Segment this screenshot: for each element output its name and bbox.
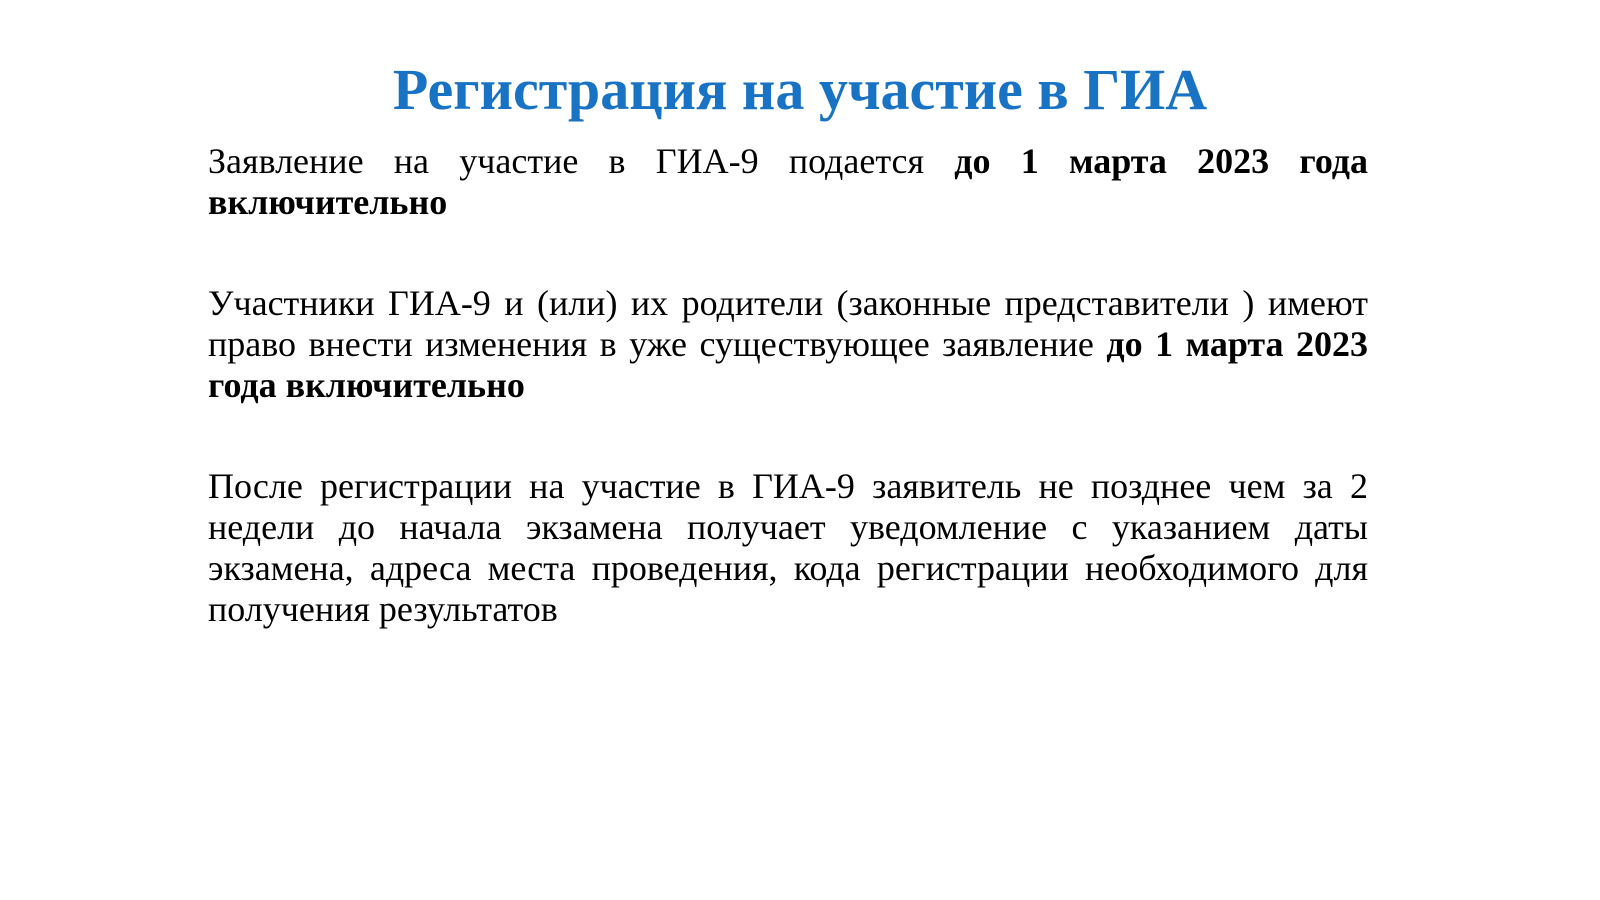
deadline-emphasis: до 1 марта 2023 года включительно bbox=[208, 141, 1368, 222]
deadline-emphasis: до 1 марта 2023 года включительно bbox=[208, 324, 1369, 405]
paragraph-text: Участники ГИА-9 и (или) их родители (законные представители ) имеют право внести изменения в уже существующее заявление bbox=[208, 283, 1368, 364]
slide-body bbox=[208, 141, 1368, 630]
paragraph-text: Заявление на участие в ГИА-9 подается bbox=[208, 141, 955, 181]
paragraph-application-deadline bbox=[208, 141, 1368, 223]
paragraph-notification bbox=[208, 466, 1368, 630]
paragraph-text: После регистрации на участие в ГИА-9 заявитель не позднее чем за 2 недели до начала экзамена получает уведомление с указанием даты экзамена, адреса места проведения, кода регистрации необходимого для получения результатов bbox=[208, 466, 1368, 629]
slide-title: Регистрация на участие в ГИА bbox=[392, 57, 1208, 122]
paragraph-changes-deadline bbox=[208, 283, 1368, 406]
